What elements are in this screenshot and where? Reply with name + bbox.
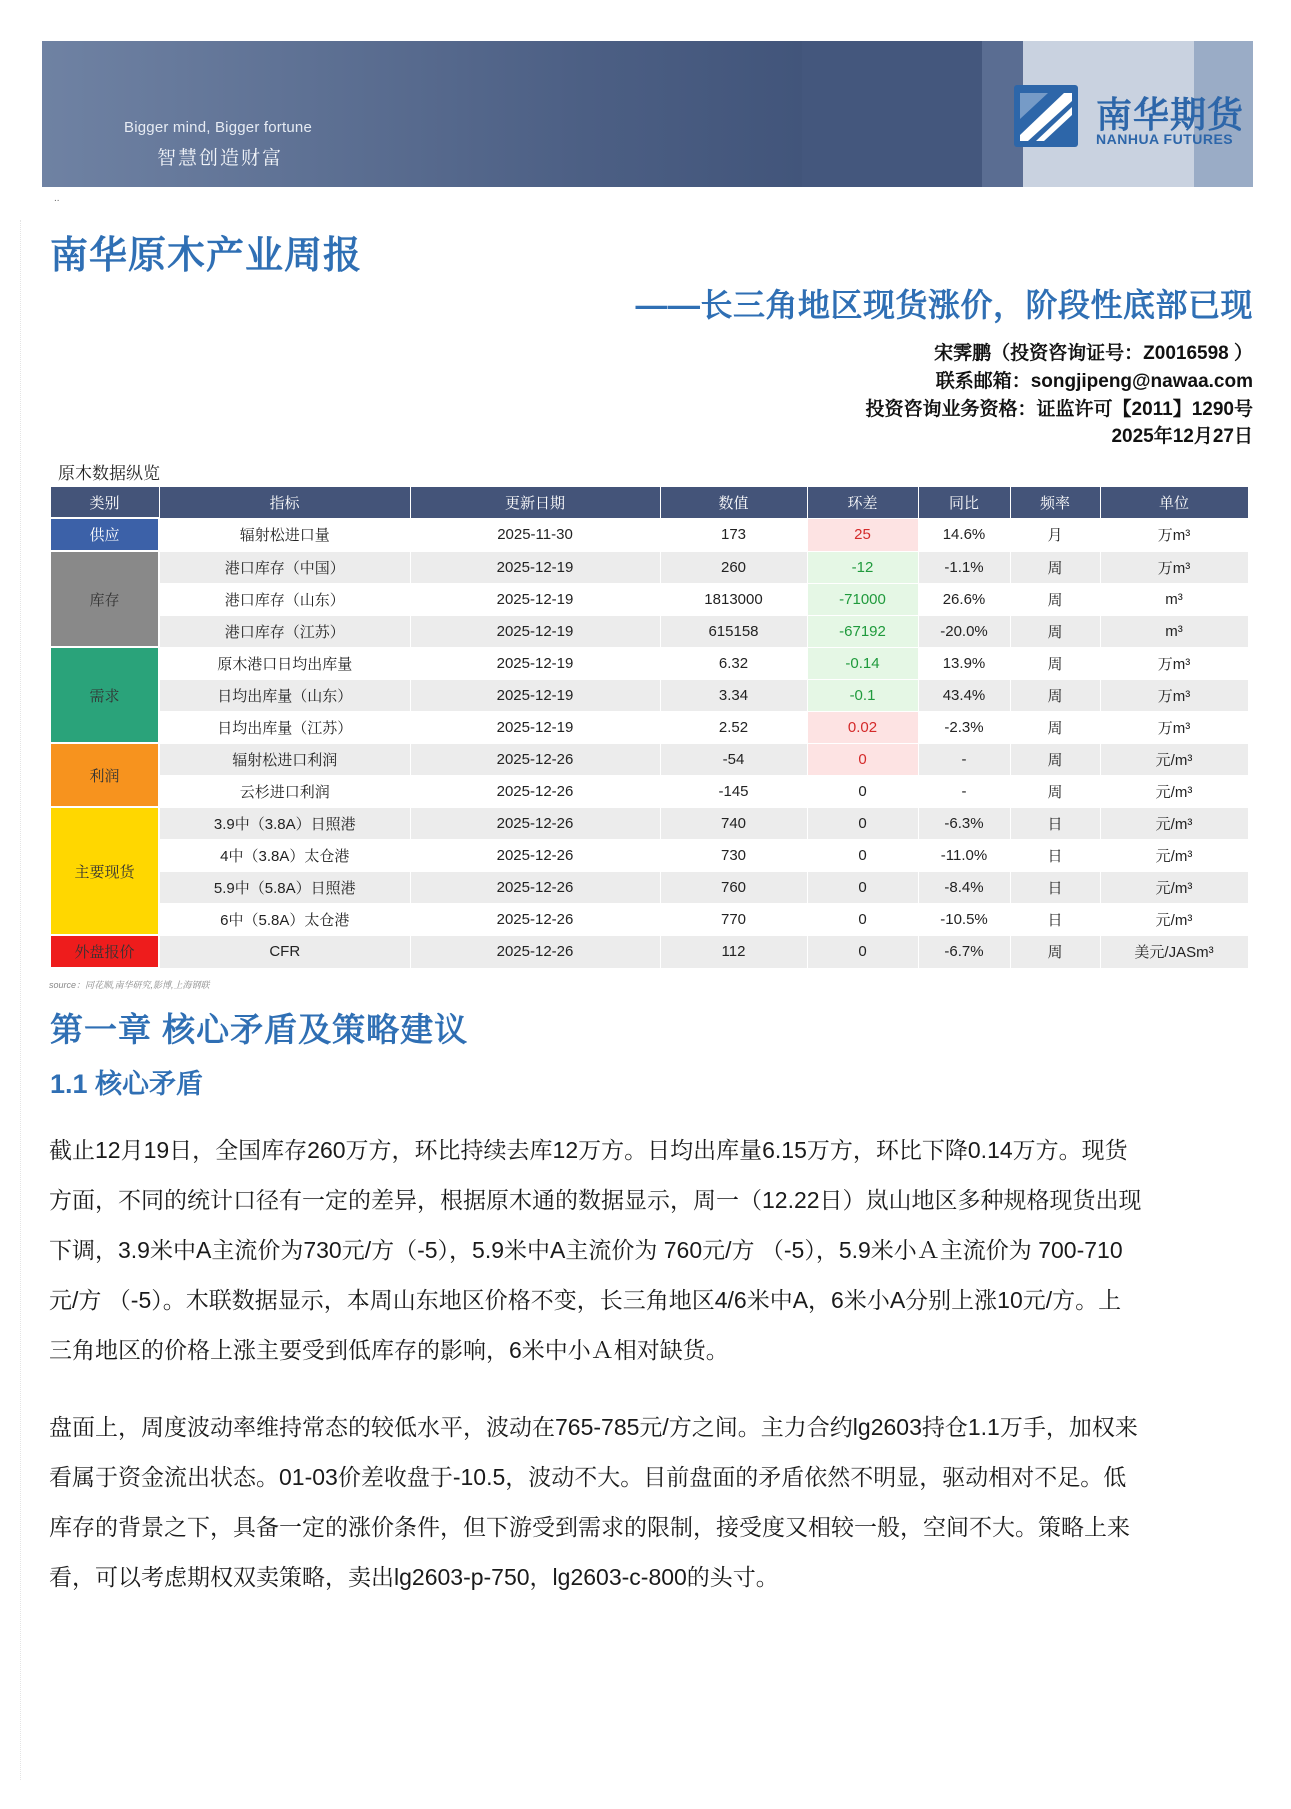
value-cell: 173 [660,518,807,551]
yoy-cell: -8.4% [918,871,1010,903]
header-value: 数值 [660,487,807,519]
unit-cell: m³ [1100,615,1248,647]
value-cell: 112 [660,935,807,968]
frequency-cell: 日 [1010,839,1100,871]
date-cell: 2025-12-19 [410,615,660,647]
value-cell: 760 [660,871,807,903]
frequency-cell: 周 [1010,583,1100,615]
table-row [50,839,1248,871]
change-cell: 0 [807,807,918,839]
license-line: 投资咨询业务资格：证监许可【2011】1290号 [865,399,1253,420]
unit-cell: 万m³ [1100,518,1248,551]
value-cell: 740 [660,807,807,839]
category-cell: 需求 [50,647,159,743]
paragraph-line: 库存的背景之下，具备一定的涨价条件，但下游受到需求的限制，接受度又相较一般，空间不大。策略上来 [49,1514,1130,1540]
table-row [50,518,1248,551]
table-row [50,551,1248,583]
date-cell: 2025-12-26 [410,935,660,968]
table-row [50,711,1248,743]
table-row [50,615,1248,647]
date-cell: 2025-11-30 [410,518,660,551]
value-cell: 770 [660,903,807,935]
yoy-cell: -10.5% [918,903,1010,935]
header-category: 类别 [50,487,159,519]
header-date: 更新日期 [410,487,660,519]
change-cell: 0 [807,743,918,775]
change-cell: -0.14 [807,647,918,679]
category-cell: 主要现货 [50,807,159,935]
category-cell: 供应 [50,518,159,551]
change-cell: 0.02 [807,711,918,743]
paragraph-line: 看属于资金流出状态。01-03价差收盘于-10.5，波动不大。目前盘面的矛盾依然不明显，驱动相对不足。低 [49,1464,1127,1490]
unit-cell: 万m³ [1100,679,1248,711]
nanhua-logo-icon [1014,85,1078,147]
author-line: 宋霁鹏（投资咨询证号：Z0016598 ） [934,343,1253,364]
frequency-cell: 日 [1010,807,1100,839]
unit-cell: 美元/JASm³ [1100,935,1248,968]
value-cell: -145 [660,775,807,807]
change-cell: -71000 [807,583,918,615]
yoy-cell: -6.3% [918,807,1010,839]
category-cell: 外盘报价 [50,935,159,968]
yoy-cell: 13.9% [918,647,1010,679]
change-cell: 0 [807,871,918,903]
date-cell: 2025-12-26 [410,743,660,775]
frequency-cell: 周 [1010,935,1100,968]
indicator-cell: 辐射松进口量 [159,518,410,551]
date-cell: 2025-12-19 [410,711,660,743]
header-frequency: 频率 [1010,487,1100,519]
page-margin-guide [20,220,22,1780]
header-indicator: 指标 [159,487,410,519]
frequency-cell: 周 [1010,615,1100,647]
date-cell: 2025-12-26 [410,871,660,903]
unit-cell: m³ [1100,583,1248,615]
frequency-cell: 周 [1010,551,1100,583]
report-date: 2025年12月27日 [1111,426,1253,447]
date-cell: 2025-12-26 [410,903,660,935]
yoy-cell: 26.6% [918,583,1010,615]
frequency-cell: 日 [1010,871,1100,903]
value-cell: 730 [660,839,807,871]
yoy-cell: -6.7% [918,935,1010,968]
indicator-cell: 4中（3.8A）太仓港 [159,839,410,871]
table-row [50,871,1248,903]
change-cell: 0 [807,903,918,935]
frequency-cell: 周 [1010,743,1100,775]
paragraph-line: 盘面上，周度波动率维持常态的较低水平，波动在765-785元/方之间。主力合约lg2603持仓1.1万手，加权来 [49,1414,1138,1440]
indicator-cell: 辐射松进口利润 [159,743,410,775]
indicator-cell: 港口库存（中国） [159,551,410,583]
table-caption: 原木数据纵览 [58,464,160,483]
change-cell: 0 [807,839,918,871]
unit-cell: 元/m³ [1100,775,1248,807]
category-cell: 利润 [50,743,159,807]
indicator-cell: 3.9中（3.8A）日照港 [159,807,410,839]
date-cell: 2025-12-26 [410,839,660,871]
unit-cell: 万m³ [1100,551,1248,583]
paragraph-line: 三角地区的价格上涨主要受到低库存的影响，6米中小Ａ相对缺货。 [49,1337,729,1363]
unit-cell: 万m³ [1100,711,1248,743]
value-cell: 615158 [660,615,807,647]
frequency-cell: 周 [1010,679,1100,711]
indicator-cell: 日均出库量（江苏） [159,711,410,743]
frequency-cell: 周 [1010,775,1100,807]
unit-cell: 元/m³ [1100,903,1248,935]
yoy-cell: -20.0% [918,615,1010,647]
email-line: 联系邮箱：songjipeng@nawaa.com [935,371,1253,392]
change-cell: 25 [807,518,918,551]
slogan-chinese: 智慧创造财富 [157,148,284,169]
yoy-cell: -2.3% [918,711,1010,743]
unit-cell: 元/m³ [1100,871,1248,903]
table-row [50,903,1248,935]
report-title: 南华原木产业周报 [50,235,363,277]
frequency-cell: 周 [1010,647,1100,679]
paragraph-strategy [49,1402,1249,1602]
log-data-overview-table [49,486,1249,969]
unit-cell: 元/m³ [1100,743,1248,775]
paragraph-line: 方面，不同的统计口径有一定的差异，根据原木通的数据显示，周一（12.22日）岚山地区多种规格现货出现 [49,1187,1142,1213]
frequency-cell: 周 [1010,711,1100,743]
section-heading: 1.1 核心矛盾 [50,1069,204,1099]
paragraph-line: 元/方 （-5）。木联数据显示，本周山东地区价格不变，长三角地区4/6米中A，6米小A分别上涨10元/方。上 [49,1287,1122,1313]
table-source-note: source：同花顺,南华研究,影博,上海钢联 [49,980,210,990]
header-unit: 单位 [1100,487,1248,519]
indicator-cell: 日均出库量（山东） [159,679,410,711]
date-cell: 2025-12-19 [410,647,660,679]
change-cell: 0 [807,775,918,807]
indicator-cell: 原木港口日均出库量 [159,647,410,679]
unit-cell: 元/m³ [1100,807,1248,839]
yoy-cell: -1.1% [918,551,1010,583]
logo-text-english: NANHUA FUTURES [1096,131,1234,147]
value-cell: 6.32 [660,647,807,679]
logo-text-chinese: 南华期货 [1096,94,1245,135]
yoy-cell: - [918,775,1010,807]
paragraph-line: 下调，3.9米中A主流价为730元/方（-5），5.9米中A主流价为 760元/方 （-5），5.9米小Ａ主流价为 700-710 [49,1237,1123,1263]
chapter-heading: 第一章 核心矛盾及策略建议 [50,1011,469,1048]
date-cell: 2025-12-19 [410,679,660,711]
value-cell: 1813000 [660,583,807,615]
value-cell: 3.34 [660,679,807,711]
frequency-cell: 月 [1010,518,1100,551]
frequency-cell: 日 [1010,903,1100,935]
yoy-cell: -11.0% [918,839,1010,871]
yoy-cell: 14.6% [918,518,1010,551]
header-yoy: 同比 [918,487,1010,519]
ellipsis-mark: .. [54,193,60,204]
indicator-cell: 港口库存（山东） [159,583,410,615]
value-cell: -54 [660,743,807,775]
table-row [50,807,1248,839]
change-cell: 0 [807,935,918,968]
date-cell: 2025-12-19 [410,551,660,583]
header-change: 环差 [807,487,918,519]
unit-cell: 元/m³ [1100,839,1248,871]
yoy-cell: - [918,743,1010,775]
yoy-cell: 43.4% [918,679,1010,711]
category-cell: 库存 [50,551,159,647]
table-row [50,583,1248,615]
date-cell: 2025-12-26 [410,775,660,807]
paragraph-line: 看，可以考虑期权双卖策略，卖出lg2603-p-750，lg2603-c-800的头寸。 [49,1564,779,1590]
change-cell: -0.1 [807,679,918,711]
table-row [50,743,1248,775]
change-cell: -67192 [807,615,918,647]
paragraph-line: 截止12月19日，全国库存260万方，环比持续去库12万方。日均出库量6.15万方，环比下降0.14万方。现货 [49,1137,1128,1163]
table-row [50,647,1248,679]
unit-cell: 万m³ [1100,647,1248,679]
table-header-row [50,487,1248,519]
value-cell: 260 [660,551,807,583]
table-row [50,679,1248,711]
table-row [50,935,1248,968]
indicator-cell: 5.9中（5.8A）日照港 [159,871,410,903]
indicator-cell: 云杉进口利润 [159,775,410,807]
report-subtitle: ——长三角地区现货涨价，阶段性底部已现 [635,287,1253,323]
indicator-cell: 港口库存（江苏） [159,615,410,647]
paragraph-core-contradiction [49,1125,1249,1375]
table-row [50,775,1248,807]
indicator-cell: CFR [159,935,410,968]
header-banner [42,41,1253,187]
slogan-english: Bigger mind, Bigger fortune [124,119,313,136]
date-cell: 2025-12-19 [410,583,660,615]
indicator-cell: 6中（5.8A）太仓港 [159,903,410,935]
value-cell: 2.52 [660,711,807,743]
date-cell: 2025-12-26 [410,807,660,839]
change-cell: -12 [807,551,918,583]
